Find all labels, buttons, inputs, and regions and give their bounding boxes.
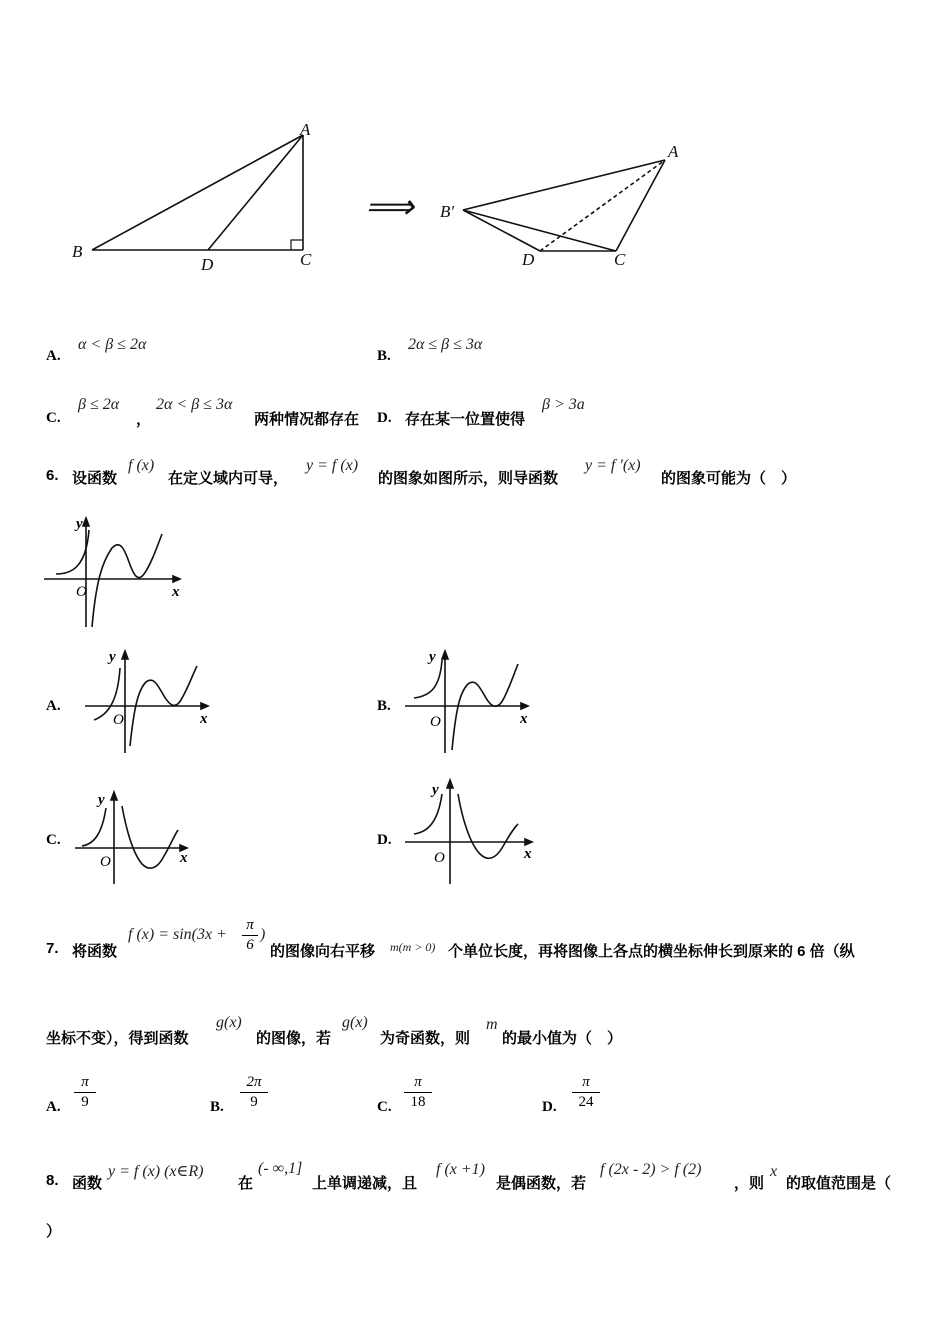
curve-left (414, 660, 442, 698)
q6-text-1: 设函数 (72, 470, 118, 487)
q7-option-b-fraction (240, 1074, 268, 1111)
q7-option-a-fraction (74, 1074, 96, 1111)
q8-math-inequality: f (2x - 2) > f (2) (600, 1161, 702, 1178)
origin-label: O (76, 584, 87, 600)
origin-label: O (113, 712, 124, 728)
q7-option-c-fraction (404, 1074, 432, 1111)
fraction-bar (572, 1092, 600, 1093)
q7-number: 7. (46, 940, 59, 957)
fraction-bar (74, 1092, 96, 1093)
q8-text-1: 函数 (72, 1175, 103, 1192)
q6-number: 6. (46, 467, 59, 484)
curve-left (82, 808, 106, 846)
q5-option-c-math2: 2α < β ≤ 3α (156, 396, 233, 413)
y-axis-label: y (109, 649, 116, 665)
q7-text-5: 的图像，若 (256, 1030, 332, 1047)
y-axis-label: y (76, 516, 83, 532)
q5-option-c-label: C. (46, 410, 61, 426)
label-D2: D (522, 250, 535, 269)
q8-text-3: 上单调递减，且 (312, 1175, 418, 1192)
fx-left-branch (56, 530, 89, 574)
q5-option-d-math: β > 3a (542, 396, 585, 413)
q7-option-d-label: D. (542, 1099, 557, 1115)
edge-BA (92, 135, 303, 250)
q7-fraction-pi-over-6 (242, 917, 258, 954)
fraction-numerator: 2π (246, 1074, 262, 1090)
q8-text-4: 是偶函数，若 (496, 1175, 587, 1192)
q6-option-a-label: A. (46, 698, 61, 714)
q5-option-b-label: B. (377, 348, 391, 364)
q5-option-c-math1: β ≤ 2α (78, 396, 120, 413)
fraction-denominator: 9 (81, 1094, 89, 1110)
fraction-bar (242, 935, 258, 936)
q7-text-2: 的图像向右平移 (270, 943, 376, 960)
implies-arrow: ⟹ (365, 189, 414, 226)
fraction-numerator: π (582, 1074, 590, 1090)
fraction-denominator: 9 (250, 1094, 258, 1110)
edge-B1D (463, 210, 540, 251)
y-axis-label: y (432, 782, 439, 798)
origin-label: O (434, 850, 445, 866)
curve-right (458, 794, 518, 858)
x-axis-arrow-icon (201, 703, 208, 709)
q8-number: 8. (46, 1172, 59, 1189)
q6-math-y-fx: y = f (x) (306, 457, 359, 474)
q8-math-fx1: f (x +1) (436, 1161, 485, 1178)
q6-option-d-label: D. (377, 832, 392, 848)
q6-option-c-graph (72, 788, 202, 888)
y-axis-arrow-icon (442, 651, 448, 659)
q6-math-derivative: y = f ′(x) (585, 457, 641, 474)
q5-option-c-text: 两种情况都存在 (254, 411, 360, 428)
curve-right (122, 806, 178, 868)
q7-math-m-var: m (486, 1016, 498, 1033)
right-angle-mark (291, 240, 303, 250)
q7-option-c-label: C. (377, 1099, 392, 1115)
x-axis-arrow-icon (173, 576, 180, 582)
label-A2: A (668, 142, 679, 161)
fraction-bar (240, 1092, 268, 1093)
q6-text-2: 在定义域内可导， (168, 470, 289, 487)
q7-text-1: 将函数 (72, 943, 118, 960)
q7-math-fx: f (x) = sin(3x + (128, 926, 227, 943)
fraction-numerator: π (81, 1074, 89, 1090)
q8-text-7: ） (46, 1223, 62, 1240)
q8-text-2: 在 (238, 1175, 254, 1192)
folding-triangle-figure (60, 115, 700, 280)
fraction-numerator: π (414, 1074, 422, 1090)
y-axis-arrow-icon (83, 518, 89, 526)
q6-option-b-graph (400, 648, 540, 758)
y-axis-arrow-icon (447, 780, 453, 788)
edge-B1C (463, 210, 616, 251)
x-axis-label: x (200, 711, 208, 727)
label-B1: B′ (440, 202, 455, 221)
q5-option-a-label: A. (46, 348, 61, 364)
q8-math-x: x (770, 1163, 778, 1180)
edge-AC2 (616, 160, 665, 251)
x-axis-label: x (180, 850, 188, 866)
label-B: B (72, 242, 83, 261)
y-axis-arrow-icon (122, 651, 128, 659)
fraction-denominator: 18 (410, 1094, 426, 1110)
q6-text-3: 的图象如图所示，则导函数 (378, 470, 559, 487)
q5-option-a-math: α < β ≤ 2α (78, 336, 147, 353)
q6-option-b-label: B. (377, 698, 391, 714)
q5-option-c-sep: ， (136, 411, 152, 428)
q7-text-3: 个单位长度，再将图像上各点的横坐标伸长到原来的 6 倍（纵 (448, 943, 855, 960)
q7-option-b-label: B. (210, 1099, 224, 1115)
origin-label: O (100, 854, 111, 870)
q7-math-gx-2: g(x) (342, 1014, 368, 1031)
q7-text-7: 的最小值为（ ） (502, 1030, 623, 1047)
y-axis-label: y (98, 792, 105, 808)
q7-math-gx: g(x) (216, 1014, 242, 1031)
q6-fx-graph (42, 512, 192, 632)
q8-math-yfx: y = f (x) (x∈R) (108, 1163, 204, 1180)
q5-option-b-math: 2α ≤ β ≤ 3α (408, 336, 483, 353)
x-axis-label: x (172, 584, 180, 600)
label-A: A (300, 120, 311, 139)
q7-math-m: m(m > 0) (390, 940, 436, 954)
fraction-denominator: 24 (578, 1094, 594, 1110)
q8-text-6: 的取值范围是（ (786, 1175, 892, 1192)
x-axis-label: x (520, 711, 528, 727)
q8-text-5: ，则 (734, 1175, 765, 1192)
q6-math-fx: f (x) (128, 457, 155, 474)
label-C2: C (614, 250, 626, 269)
fx-right-branch (92, 534, 162, 627)
q7-option-a-label: A. (46, 1099, 61, 1115)
q7-text-6: 为奇函数，则 (380, 1030, 471, 1047)
q7-text-4: 坐标不变），得到函数 (46, 1030, 189, 1047)
x-axis-arrow-icon (521, 703, 528, 709)
y-axis-arrow-icon (111, 792, 117, 800)
label-C: C (300, 250, 312, 269)
y-axis-label: y (429, 649, 436, 665)
label-D: D (201, 255, 214, 274)
x-axis-label: x (524, 846, 532, 862)
edge-DA (208, 135, 303, 250)
fraction-bar (404, 1092, 432, 1093)
q8-math-interval: (- ∞,1] (258, 1160, 303, 1177)
edge-B1A (463, 160, 665, 210)
edge-DA-dashed (540, 160, 665, 251)
origin-label: O (430, 714, 441, 730)
curve-left (414, 794, 442, 834)
fraction-denominator: 6 (246, 937, 254, 953)
curve-right (452, 664, 518, 750)
fraction-numerator: π (246, 917, 254, 933)
q6-text-4: 的图象可能为（ ） (661, 470, 797, 487)
x-axis-arrow-icon (525, 839, 532, 845)
q6-option-a-graph (80, 648, 220, 758)
q5-option-d-text: 存在某一位置使得 (405, 411, 526, 428)
q7-math-close: ) (260, 926, 266, 943)
q7-option-d-fraction (572, 1074, 600, 1111)
q5-option-d-label: D. (377, 410, 392, 426)
q6-option-c-label: C. (46, 832, 61, 848)
q6-option-d-graph (400, 776, 550, 888)
